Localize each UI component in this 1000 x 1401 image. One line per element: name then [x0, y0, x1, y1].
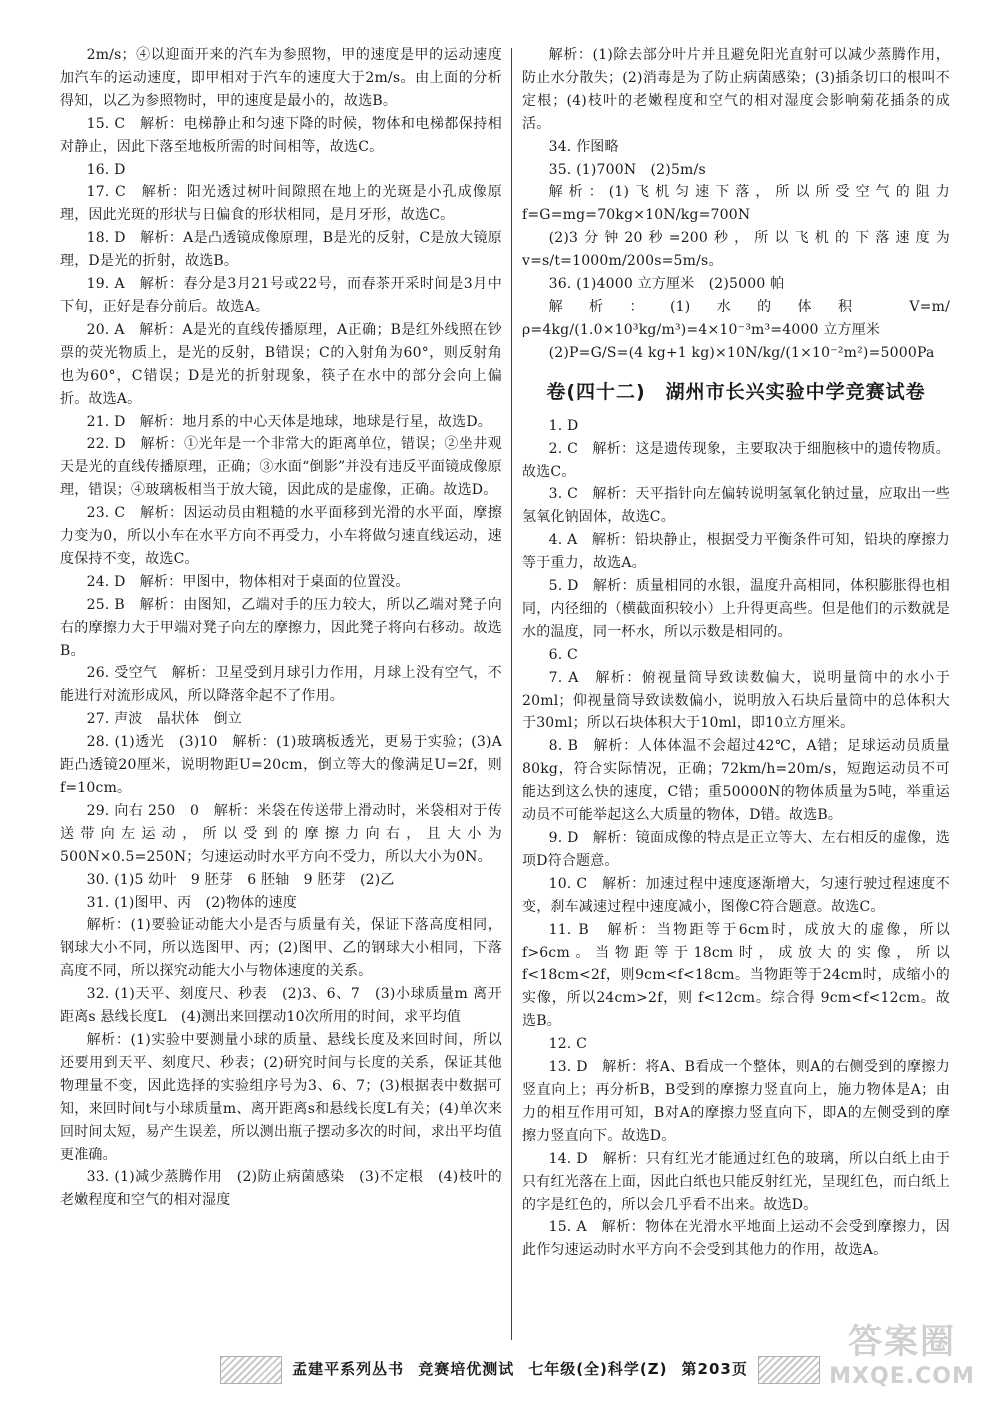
- answer-paragraph: (2)3分钟20秒=200秒，所以飞机的下落速度为 v=s/t=1000m/200s=5m/s。: [522, 230, 950, 270]
- answer-paragraph: 23. C 解析：因运动员由粗糙的水平面移到光滑的水平面，摩擦力变为0，所以小车在水平方向不再受力，小车将做匀速直线运动，速度保持不变，故选C。: [60, 505, 502, 567]
- watermark: [812, 1320, 992, 1396]
- answer-paragraph: 解析：(1)除去部分叶片并且避免阳光直射可以减少蒸腾作用，防止水分散失；(2)消毒是为了防止病菌感染；(3)插条切口的根叫不定根；(4)枝叶的老嫩程度和空气的相对湿度会影响菊花插条的成活。: [522, 47, 950, 132]
- answer-paragraph: 35. (1)700N (2)5m/s: [548, 161, 706, 178]
- left-column: [60, 44, 502, 1212]
- answer-paragraph: 4. A 解析：铅块静止，根据受力平衡条件可知，铅块的摩擦力等于重力，故选A。: [522, 532, 950, 572]
- right-column: [522, 44, 950, 1262]
- answer-paragraph: 15. C 解析：电梯静止和匀速下降的时候，物体和电梯都保持相对静止，因此下落至地板所需的时间相等，故选C。: [60, 115, 502, 155]
- answer-paragraph: 8. B 解析：人体体温不会超过42℃，A错；足球运动员质量80kg，符合实际情况，正确；72km/h=20m/s，短跑运动员不可能达到这么快的速度，C错；重50000N的物体质量为5吨，举重运动员不可能举起这么大质量的物体，D错。故选B。: [522, 738, 950, 824]
- answer-paragraph: 33. (1)减少蒸腾作用 (2)防止病菌感染 (3)不定根 (4)枝叶的老嫩程度和空气的相对湿度: [60, 1169, 502, 1209]
- answer-paragraph: 9. D 解析：镜面成像的特点是正立等大、左右相反的虚像，选项D符合题意。: [522, 830, 950, 869]
- footer-ornament-left: [220, 1356, 282, 1384]
- answer-paragraph: 14. D 解析：只有红光才能通过红色的玻璃，所以白纸上由于只有红光落在上面，因此白纸也只能反射红光，呈现红色，而白纸上的字是红色的，所以会几乎看不出来。故选D。: [522, 1150, 950, 1213]
- answer-paragraph: 15. A 解析：物体在光滑水平地面上运动不会受到摩擦力，因此作匀速运动时水平方向不会受到其他力的作用，故选A。: [522, 1219, 950, 1259]
- answer-paragraph: 31. (1)图甲、丙 (2)物体的速度: [86, 894, 297, 911]
- answer-paragraph: 解析：(1)要验证动能大小是否与质量有关，保证下落高度相同，钢球大小不同，所以选图甲、丙；(2)图甲、乙的钢球大小相同，下落高度不同，所以探究动能大小与物体速度的关系。: [60, 917, 502, 980]
- answer-paragraph: 22. D 解析：①光年是一个非常大的距离单位，错误；②坐井观天是光的直线传播原理，正确；③水面“倒影”并没有违反平面镜成像原理，错误；④玻璃板相当于放大镜，因此成的是虚像，正确。故选D。: [60, 436, 502, 499]
- watermark-logo: 答案圈: [848, 1322, 956, 1362]
- answer-paragraph: 32. (1)天平、刻度尺、秒表 (2)3、6、7 (3)小球质量m 离开距离s 悬线长度L (4)测出来回摆动10次所用的时间，求平均值: [60, 986, 502, 1026]
- answer-paragraph: 10. C 解析：加速过程中速度逐渐增大，匀速行驶过程速度不变，刹车减速过程中速度减小，图像C符合题意。故选C。: [522, 875, 950, 915]
- answer-paragraph: 17. C 解析：阳光透过树叶间隙照在地上的光斑是小孔成像原理，因此光斑的形状与日偏食的形状相同，是月牙形，故选C。: [60, 184, 502, 224]
- answer-paragraph: 34. 作图略: [548, 138, 619, 155]
- column-divider: [511, 48, 512, 1340]
- answer-paragraph: 27. 声波 晶状体 倒立: [86, 711, 242, 728]
- answer-paragraph: 解析：(1)飞机匀速下落，所以所受空气的阻力 f=G=mg=70kg×10N/kg=700N: [522, 184, 950, 224]
- answer-paragraph: 18. D 解析：A是凸透镜成像原理，B是光的反射，C是放大镜原理，D是光的折射，故选B。: [60, 230, 502, 270]
- footer-book: 竞赛培优测试: [418, 1360, 515, 1378]
- answer-paragraph: 24. D 解析：甲图中，物体相对于桌面的位置没。: [86, 573, 410, 590]
- answer-paragraph: 29. 向右 250 0 解析：米袋在传送带上滑动时，米袋相对于传送带向左运动，所以受到的摩擦力向右，且大小为500N×0.5=250N；匀速运动时水平方向不受力，所以大小为0N。: [60, 802, 502, 865]
- answer-paragraph: 1. D: [548, 417, 579, 434]
- answer-paragraph: 2. C 解析：这是遗传现象，主要取决于细胞核中的遗传物质。故选C。: [522, 440, 950, 480]
- answer-paragraph: 5. D 解析：质量相同的水银，温度升高相同，体积膨胀得也相同，内径细的（横截面积较小）上升得更高些。但是他们的示数就是水的温度，同一杯水，所以示数是相同的。: [522, 578, 950, 640]
- answer-paragraph: 7. A 解析：俯视量筒导致读数偏大，说明量筒中的水小于20ml；仰视量筒导致读数偏小，说明放入石块后量筒中的总体积大于30ml；所以石块体积大于10ml，即10立方厘米。: [522, 669, 950, 732]
- answer-paragraph: 36. (1)4000 立方厘米 (2)5000 帕: [548, 276, 785, 293]
- answer-paragraph: 2m/s；④以迎面开来的汽车为参照物，甲的速度是甲的运动速度加汽车的运动速度，即甲相对于汽车的速度大于2m/s。由上面的分析得知，以乙为参照物时，甲的速度是最小的，故选B。: [60, 47, 502, 109]
- answer-paragraph: 12. C: [548, 1036, 588, 1053]
- answer-paragraph: 解析：(1)实验中要测量小球的质量、悬线长度及来回时间，所以还要用到天平、刻度尺、秒表；(2)研究时间与长度的关系，保证其他物理量不变，因此选择的实验组序号为3、6、7；(3)根据表中数据可知，来回时间t与小球质量m、离开距离s和悬线长度L有关；(4)单次来回时间太短，易产生误差，所以测出瓶子摆动多次的时间，求出平均值更准确。: [60, 1031, 502, 1163]
- footer-page-number: 第203页: [681, 1360, 748, 1378]
- right-column-exam-42-answers: [522, 415, 950, 1263]
- answer-paragraph: 19. A 解析：春分是3月21号或22号，而春茶开采时间是3月中下旬，正好是春分前后。故选A。: [60, 276, 502, 315]
- page-footer: [220, 1352, 820, 1386]
- answer-paragraph: (2)P=G/S=(4 kg+1 kg)×10N/kg/(1×10⁻²m²)=5000Pa: [548, 344, 935, 361]
- section-title: 卷(四十二) 湖州市长兴实验中学竞赛试卷: [546, 380, 926, 403]
- answer-paragraph: 13. D 解析：将A、B看成一个整体，则A的右侧受到的摩擦力竖直向上；再分析B，B受到的摩擦力竖直向上，施力物体是A；由力的相互作用可知，B对A的摩擦力竖直向下，即A的左侧受到的摩擦力竖直向下。故选D。: [522, 1059, 950, 1144]
- answer-paragraph: 16. D: [86, 161, 126, 178]
- answer-paragraph: 28. (1)透光 (3)10 解析：(1)玻璃板透光，更易于实验；(3)A距凸透镜20厘米，说明物距U=20cm，倒立等大的像满足U=2f，则f=10cm。: [60, 734, 502, 796]
- answer-paragraph: 20. A 解析：A是光的直线传播原理，A正确；B是红外线照在钞票的荧光物质上，是光的反射，B错误；C的入射角为60°，则反射角也为60°，C错误；D是光的折射现象，筷子在水中的部分会向上偏折。故选A。: [60, 321, 502, 407]
- footer-grade: 七年级(全)科学(Z): [528, 1360, 668, 1378]
- answer-paragraph: 26. 受空气 解析：卫星受到月球引力作用，月球上没有空气，不能进行对流形成风，所以降落伞起不了作用。: [60, 665, 502, 705]
- right-column-previous-answers: [522, 44, 950, 365]
- answer-paragraph: 30. (1)5 幼叶 9 胚芽 6 胚轴 9 胚芽 (2)乙: [86, 871, 395, 888]
- answer-paragraph: 6. C: [548, 646, 578, 663]
- answer-paragraph: 解析：(1)水的体积 V=m/ρ=4kg/(1.0×10³kg/m³)=4×10⁻³m³=4000 立方厘米: [522, 298, 950, 338]
- answer-paragraph: 21. D 解析：地月系的中心天体是地球，地球是行星，故选D。: [86, 413, 492, 430]
- footer-text: [290, 1358, 750, 1379]
- footer-series: 孟建平系列丛书: [292, 1360, 405, 1378]
- footer-ornament-right: [758, 1356, 820, 1384]
- answer-paragraph: 25. B 解析：由图知，乙端对手的压力较大，所以乙端对凳子向右的摩擦力大于甲端对凳子向左的摩擦力，因此凳子将向右移动。故选B。: [60, 596, 502, 659]
- answer-paragraph: 11. B 解析：当物距等于6cm时，成放大的虚像，所以 f>6cm。当物距等于18cm时，成放大的实像，所以 f<18cm<2f，则9cm<f<18cm。当物距等于24cm时，成缩小的实像，所以24cm>2f，则 f<12cm。综合得 9cm<f<12cm。故选B。: [522, 921, 950, 1030]
- answer-paragraph: 3. C 解析：天平指针向左偏转说明氢氧化钠过量，应取出一些氢氧化钠固体，故选C。: [522, 486, 950, 526]
- watermark-url: MXQE.COM: [829, 1364, 975, 1389]
